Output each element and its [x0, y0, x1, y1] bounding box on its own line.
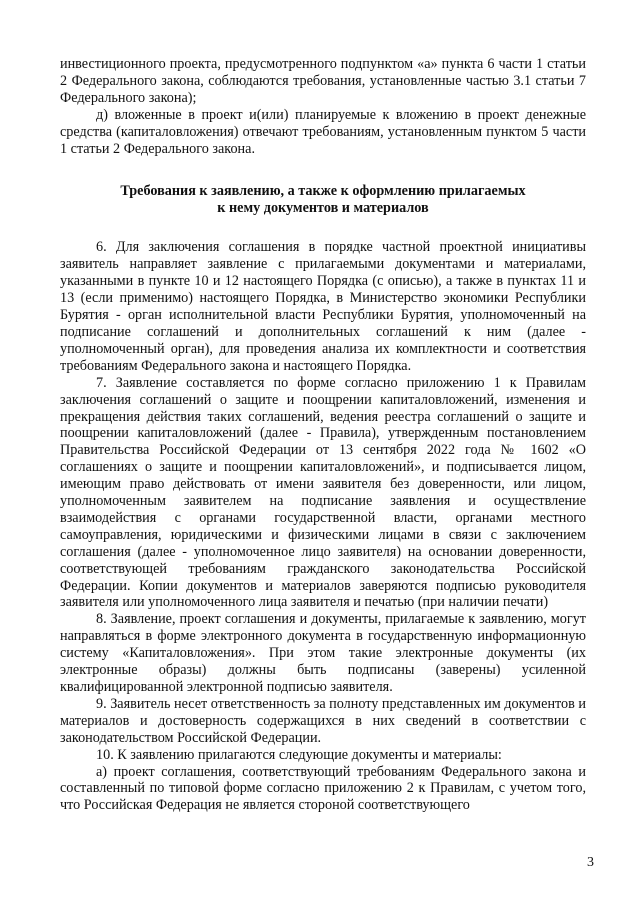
section-heading-line-2: к нему документов и материалов: [217, 200, 429, 217]
page-number: 3: [587, 855, 594, 870]
paragraph-10a: а) проект соглашения, соответствующий требованиям Федерального закона и составленный по типовой форме согласно приложению 2 к Правилам, с учетом того, что Российская Федерация не является стороной соответствующего: [60, 763, 586, 814]
section-heading-line-1: Требования к заявлению, а также к оформлению прилагаемых: [120, 183, 526, 200]
paragraph-8: 8. Заявление, проект соглашения и документы, прилагаемые к заявлению, могут направляться в форме электронного документа в государственную информационную систему «Капиталовложения». При этом такие электронные документы (их электронные образы) должны быть подписаны (заверены) усиленной квалифицированной электронной подписью заявителя.: [60, 611, 586, 695]
section-heading: [60, 183, 586, 217]
item-d-paragraph: д) вложенные в проект и(или) планируемые к вложению в проект денежные средства (капиталовложения) отвечают требованиям, установленным пунктом 5 части 1 статьи 2 Федерального закона.: [60, 106, 586, 157]
paragraph-6: 6. Для заключения соглашения в порядке частной проектной инициативы заявитель направляет заявление с прилагаемыми документами и материалами, указанными в пункте 10 и 12 настоящего Порядка (с описью), а также в пунктах 11 и 13 (если применимо) настоящего Порядка, в Министерство экономики Республики Бурятия - орган исполнительной власти Республики Бурятия, уполномоченный на подписание соглашений и дополнительных соглашений к ним (далее - уполномоченный орган), для проведения анализа их комплектности и соответствия требованиям Федерального закона и настоящего Порядка.: [60, 239, 586, 374]
paragraph-7: 7. Заявление составляется по форме согласно приложению 1 к Правилам заключения соглашений о защите и поощрении капиталовложений, изменения и прекращения действия таких соглашений, ведения реестра соглашений о защите и поощрении капиталовложений (далее - Правила), утвержденным постановлением Правительства Российской Федерации от 13 сентября 2022 года № 1602 «О соглашениях о защите и поощрении капиталовложений», и подписывается лицом, имеющим право действовать от имени заявителя без доверенности, или лицом, уполномоченным заявителем на подписание заявления и осуществление взаимодействия с органами государственной власти, органами местного самоуправления, юридическими и физическими лицами в связи с заключением соглашения (далее - уполномоченное лицо заявителя) на основании доверенности, соответствующей требованиям гражданского законодательства Российской Федерации. Копии документов и материалов заверяются подписью руководителя заявителя или уполномоченного лица заявителя и печатью (при наличии печати): [60, 374, 586, 611]
document-page: [60, 56, 586, 814]
paragraph-10: 10. К заявлению прилагаются следующие документы и материалы:: [96, 746, 502, 763]
continuation-paragraph: инвестиционного проекта, предусмотренного подпунктом «а» пункта 6 части 1 статьи 2 Федерального закона, соблюдаются требования, установленные частью 3.1 статьи 7 Федерального закона);: [60, 56, 586, 106]
paragraph-9: 9. Заявитель несет ответственность за полноту представленных им документов и материалов и достоверность содержащихся в них сведений в соответствии с законодательством Российской Федерации.: [60, 695, 586, 746]
